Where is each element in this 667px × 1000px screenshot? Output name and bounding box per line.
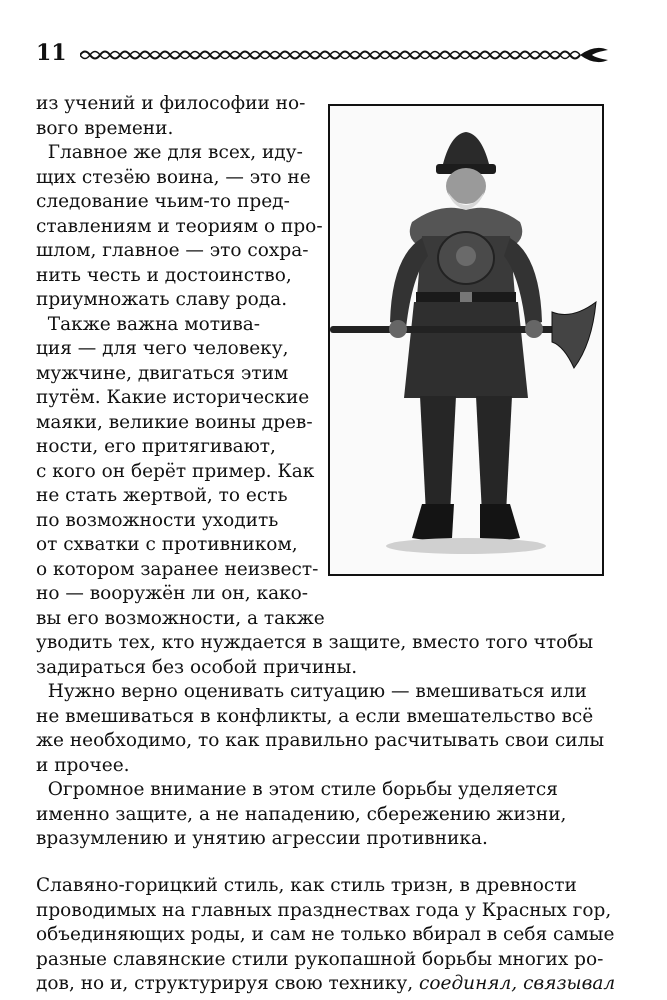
text-line: о котором заранее неизвест- xyxy=(36,559,319,580)
italic-emphasis: соединял, связывал xyxy=(419,973,616,994)
text-line: вого времени. xyxy=(36,118,174,139)
text-line: не вмешиваться в конфликты, а если вмешательство всё xyxy=(36,706,594,727)
text-line: вразумлению и унятию агрессии противника. xyxy=(36,828,488,849)
text-line: Главное же для всех, иду- xyxy=(36,142,303,163)
text-line: Славяно-горицкий стиль, как стиль тризн, в древности xyxy=(36,875,577,896)
text-line: ция — для чего человеку, xyxy=(36,338,289,359)
text-line: нить честь и достоинство, xyxy=(36,265,292,286)
warrior-with-axe-icon xyxy=(330,106,602,574)
text-line: не стать жертвой, то есть xyxy=(36,485,288,506)
text-line: но — вооружён ли он, како- xyxy=(36,583,309,604)
text-line: ставлениям и теориям о про- xyxy=(36,216,323,237)
text-line: из учений и философии но- xyxy=(36,93,306,114)
text-line: путём. Какие исторические xyxy=(36,387,310,408)
page-number: 11 xyxy=(36,40,67,66)
text-line: мужчине, двигаться этим xyxy=(36,363,289,384)
text-line: от схватки с противником, xyxy=(36,534,298,555)
text-line: Нужно верно оценивать ситуацию — вмешиваться или xyxy=(36,681,587,702)
warrior-illustration xyxy=(328,104,604,576)
text-line: именно защите, а не нападению, сбережению жизни, xyxy=(36,804,567,825)
text-line: Огромное внимание в этом стиле борьбы уделяется xyxy=(36,779,558,800)
text-line: же необходимо, то как правильно расчитывать свои силы xyxy=(36,730,605,751)
text-line: следование чьим-то пред- xyxy=(36,191,290,212)
text-line: шлом, главное — это сохра- xyxy=(36,240,309,261)
text-line: щих стезёю воина, — это не xyxy=(36,167,311,188)
text-line-last xyxy=(36,972,615,996)
text-line: объединяющих роды, и сам не только вбирал в себя самые xyxy=(36,924,615,945)
text-line: с кого он берёт пример. Как xyxy=(36,461,315,482)
text-line: по возможности уходить xyxy=(36,510,279,531)
text-line: приумножать славу рода. xyxy=(36,289,288,310)
text-line: уводить тех, кто нуждается в защите, вместо того чтобы xyxy=(36,632,594,653)
text-line-start: дов, но и, структурируя свою технику, xyxy=(36,973,414,994)
text-line: маяки, великие воины древ- xyxy=(36,412,313,433)
text-line: проводимых на главных празднествах года у Красных гор, xyxy=(36,900,612,921)
text-line: вы его возможности, а также xyxy=(36,608,325,629)
ornamental-border-icon xyxy=(80,40,610,70)
text-line: разные славянские стили рукопашной борьбы многих ро- xyxy=(36,949,604,970)
text-line: ности, его притягивают, xyxy=(36,436,276,457)
text-line: задираться без особой причины. xyxy=(36,657,358,678)
text-line: и прочее. xyxy=(36,755,130,776)
text-line: Также важна мотива- xyxy=(36,314,261,335)
